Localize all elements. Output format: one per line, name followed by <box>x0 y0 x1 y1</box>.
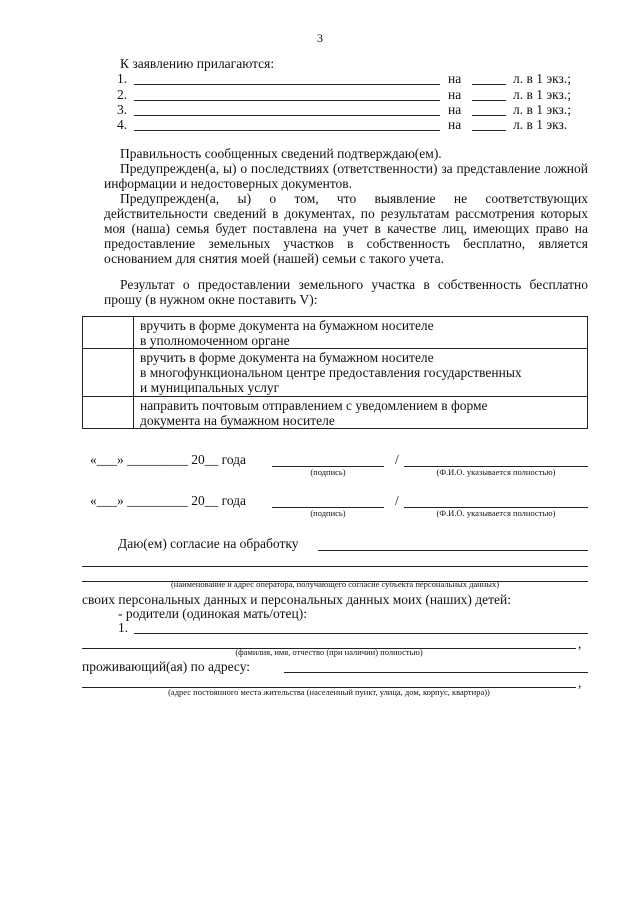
attachment-name-field[interactable] <box>134 115 440 116</box>
attachment-tail: л. в 1 экз. <box>513 117 568 132</box>
comma: , <box>578 675 582 690</box>
option-text: направить почтовым отправлением с уведомлением в форме документа на бумажном носителе <box>134 396 588 428</box>
option-checkbox[interactable] <box>83 349 134 396</box>
attachment-tail: л. в 1 экз.; <box>513 87 571 102</box>
parent-item-num: 1. <box>118 620 129 635</box>
attachment-pages-field[interactable] <box>472 115 506 116</box>
attachment-num: 4. <box>117 117 128 132</box>
attachments-heading: К заявлению прилагаются: <box>120 56 275 71</box>
attachment-na: на <box>448 87 462 102</box>
fio-caption: (Ф.И.О. указывается полностью) <box>436 467 556 477</box>
attachment-na: на <box>448 71 462 86</box>
parent-fio-caption: (фамилия, имя, отчество (при наличии) полностью) <box>235 647 423 657</box>
attachment-name-field[interactable] <box>134 100 440 101</box>
attachment-num: 1. <box>117 71 128 86</box>
warning-liability-text: Предупрежден(а, ы) о последствиях (ответственности) за представление ложной информации и недостоверных документов. <box>104 161 588 192</box>
option-row <box>83 349 588 396</box>
attachment-pages-field[interactable] <box>472 84 506 85</box>
attachment-na: на <box>448 102 462 117</box>
result-options-table <box>82 316 588 429</box>
option-text: вручить в форме документа на бумажном носителе в многофункциональном центре предоставления государственных и муниципальных услуг <box>134 349 588 396</box>
signature-caption: (подпись) <box>310 508 346 518</box>
comma: , <box>578 636 582 651</box>
parent-fio-field[interactable] <box>134 633 588 634</box>
attachment-name-field[interactable] <box>134 130 440 131</box>
option-text: вручить в форме документа на бумажном носителе в уполномоченном органе <box>134 317 588 349</box>
attachment-tail: л. в 1 экз.; <box>513 71 571 86</box>
attachment-pages-field[interactable] <box>472 130 506 131</box>
confirm-text: Правильность сообщенных сведений подтверждаю(ем). <box>120 146 442 161</box>
warning-removal-text: Предупрежден(а, ы) о том, что выявление не соответствующих действительности сведений в документах, по результатам рассмотрения которых моя (наша) семья будет поставлена на учет в качестве лиц, имеющих право на предоставление земельных участков в собственность бесплатно, является основанием для снятия моей (нашей) семьи с такого учета. <box>104 191 588 267</box>
date-field[interactable]: «___» _________ 20__ года <box>90 452 247 467</box>
page-number: 3 <box>317 31 323 45</box>
result-intro-text: Результат о предоставлении земельного участка в собственность бесплатно прошу (в нужном окне поставить V): <box>104 277 588 308</box>
option-checkbox[interactable] <box>83 396 134 428</box>
attachment-tail: л. в 1 экз.; <box>513 102 571 117</box>
operator-field-line-2[interactable] <box>82 566 588 567</box>
address-caption: (адрес постоянного места жительства (населенный пункт, улица, дом, корпус, квартира)) <box>168 687 490 697</box>
attachment-num: 3. <box>117 102 128 117</box>
attachment-num: 2. <box>117 87 128 102</box>
option-checkbox[interactable] <box>83 317 134 349</box>
operator-field[interactable] <box>318 550 588 551</box>
operator-caption: (наименование и адрес оператора, получающего согласие субъекта персональных данных) <box>170 579 500 589</box>
address-label: проживающий(ая) по адресу: <box>82 659 251 674</box>
address-field[interactable] <box>284 672 588 673</box>
attachment-pages-field[interactable] <box>472 100 506 101</box>
slash: / <box>395 493 399 508</box>
slash: / <box>395 452 399 467</box>
attachment-na: на <box>448 117 462 132</box>
consent-label: Даю(ем) согласие на обработку <box>118 536 299 551</box>
consent-text: своих персональных данных и персональных данных моих (наших) детей: <box>82 592 512 607</box>
signature-caption: (подпись) <box>310 467 346 477</box>
fio-caption: (Ф.И.О. указывается полностью) <box>436 508 556 518</box>
attachment-name-field[interactable] <box>134 84 440 85</box>
option-row <box>83 317 588 349</box>
option-row <box>83 396 588 428</box>
date-field[interactable]: «___» _________ 20__ года <box>90 493 247 508</box>
parents-label: - родители (одинокая мать/отец): <box>118 606 307 621</box>
